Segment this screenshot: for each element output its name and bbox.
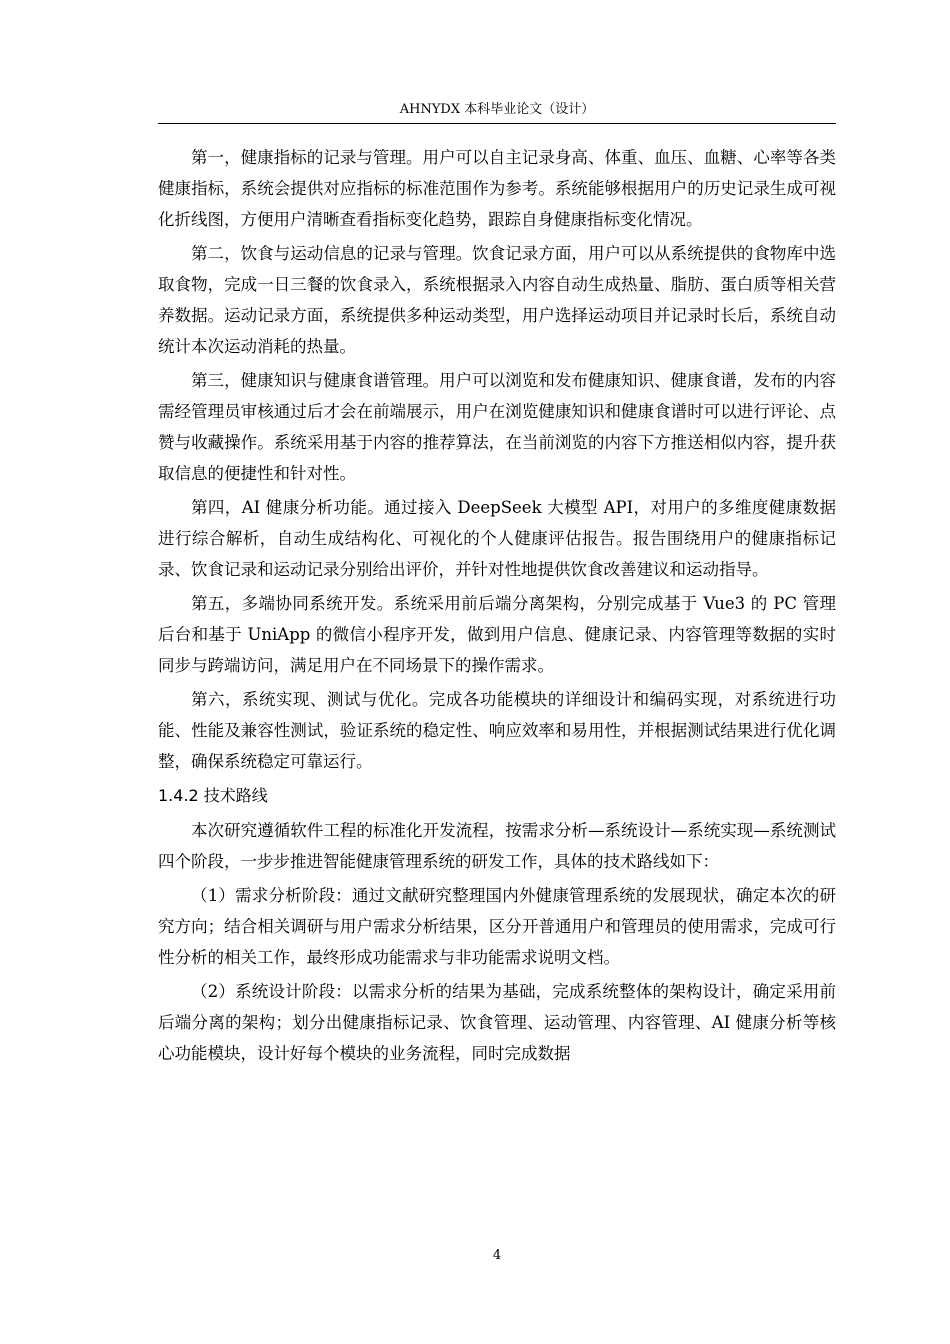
paragraph-item-4: 第四，AI 健康分析功能。通过接入 DeepSeek 大模型 API，对用户的多维度健康数据进行综合解析，自动生成结构化、可视化的个人健康评估报告。报告围绕用户的健康指标记录、饮食记录和运动记录分别给出评价，并针对性地提供饮食改善建议和运动指导。: [158, 498, 836, 579]
page-body: [158, 142, 836, 1072]
stage-system-design: （2）系统设计阶段：以需求分析的结果为基础，完成系统整体的架构设计，确定采用前后端分离的架构；划分出健康指标记录、饮食管理、运动管理、内容管理、AI 健康分析等核心功能模块，设计好每个模块的业务流程，同时完成数据: [158, 982, 836, 1063]
paragraph-item-1: 第一，健康指标的记录与管理。用户可以自主记录身高、体重、血压、血糖、心率等各类健康指标，系统会提供对应指标的标准范围作为参考。系统能够根据用户的历史记录生成可视化折线图，方便用户清晰查看指标变化趋势，跟踪自身健康指标变化情况。: [158, 148, 836, 229]
stage-requirements-analysis: （1）需求分析阶段：通过文献研究整理国内外健康管理系统的发展现状，确定本次的研究方向；结合相关调研与用户需求分析结果，区分开普通用户和管理员的使用需求，完成可行性分析的相关工作，最终形成功能需求与非功能需求说明文档。: [158, 886, 836, 967]
page-header: AHNYDX 本科毕业论文（设计）: [399, 102, 595, 117]
header-divider: [158, 123, 836, 124]
technical-route-intro: 本次研究遵循软件工程的标准化开发流程，按需求分析—系统设计—系统实现—系统测试四个阶段，一步步推进智能健康管理系统的研发工作，具体的技术路线如下：: [158, 821, 836, 871]
page-number: 4: [492, 1248, 502, 1263]
paragraph-item-6: 第六，系统实现、测试与优化。完成各功能模块的详细设计和编码实现，对系统进行功能、性能及兼容性测试，验证系统的稳定性、响应效率和易用性，并根据测试结果进行优化调整，确保系统稳定可靠运行。: [158, 690, 836, 771]
paragraph-item-2: 第二，饮食与运动信息的记录与管理。饮食记录方面，用户可以从系统提供的食物库中选取食物，完成一日三餐的饮食录入，系统根据录入内容自动生成热量、脂肪、蛋白质等相关营养数据。运动记录方面，系统提供多种运动类型，用户选择运动项目并记录时长后，系统自动统计本次运动消耗的热量。: [158, 244, 836, 356]
paragraph-item-3: 第三，健康知识与健康食谱管理。用户可以浏览和发布健康知识、健康食谱，发布的内容需经管理员审核通过后才会在前端展示，用户在浏览健康知识和健康食谱时可以进行评论、点赞与收藏操作。系统采用基于内容的推荐算法，在当前浏览的内容下方推送相似内容，提升获取信息的便捷性和针对性。: [158, 371, 836, 483]
section-heading: 1.4.2 技术路线: [158, 786, 268, 805]
paragraph-item-5: 第五，多端协同系统开发。系统采用前后端分离架构，分别完成基于 Vue3 的 PC 管理后台和基于 UniApp 的微信小程序开发，做到用户信息、健康记录、内容管理等数据的实时同步与跨端访问，满足用户在不同场景下的操作需求。: [158, 594, 836, 675]
